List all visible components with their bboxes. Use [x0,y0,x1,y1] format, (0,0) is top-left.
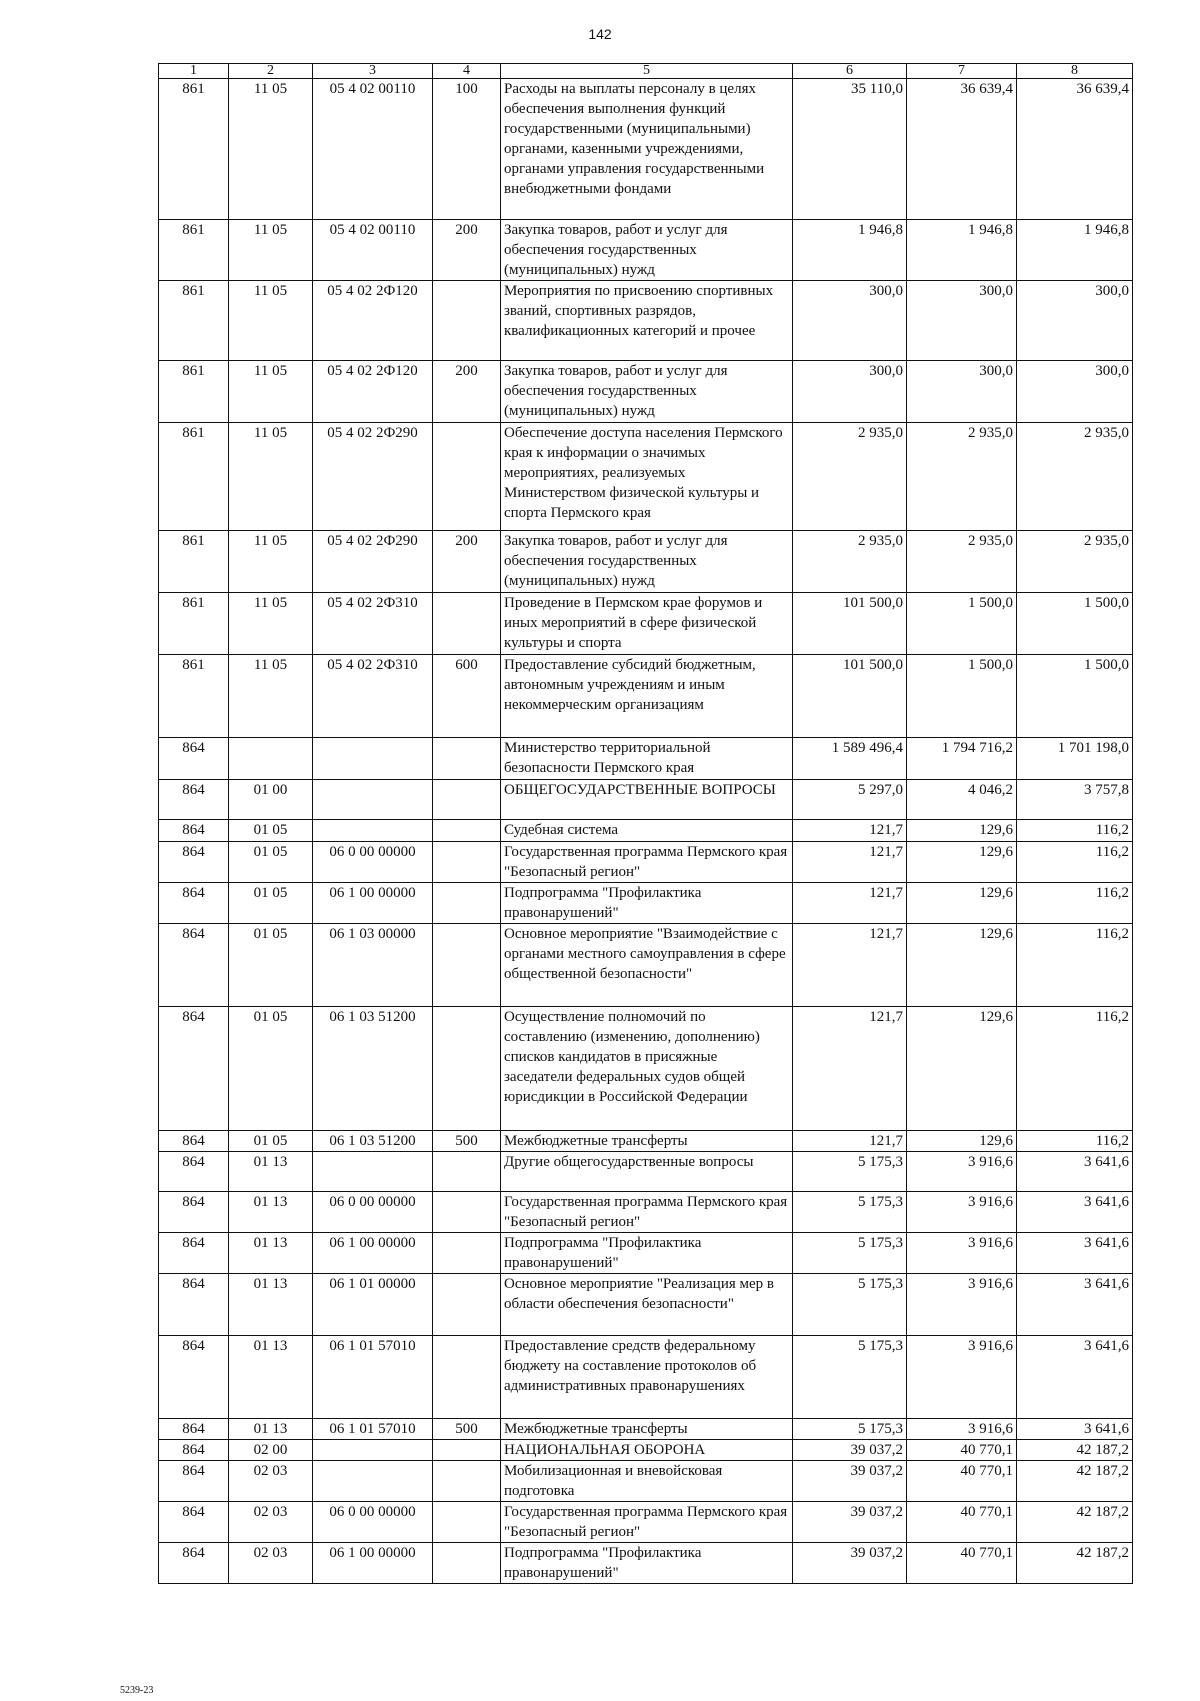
table-cell: 129,6 [907,842,1017,883]
table-cell: 06 1 03 00000 [313,924,433,1007]
table-cell: 06 1 00 00000 [313,883,433,924]
budget-table [158,63,1133,1584]
table-cell: 300,0 [793,361,907,423]
table-row [159,361,1133,423]
table-cell: 1 500,0 [907,655,1017,738]
table-row [159,220,1133,281]
table-cell: 3 641,6 [1017,1336,1133,1419]
table-cell: 2 935,0 [1017,423,1133,531]
table-cell: 40 770,1 [907,1461,1017,1502]
table-cell: 300,0 [1017,361,1133,423]
table-row [159,1440,1133,1461]
table-cell: 3 757,8 [1017,780,1133,820]
table-cell: Расходы на выплаты персоналу в целях обеспечения выполнения функций государственными (муниципальными) органами, казенными учреждениями, органами управления государственными внебюджетными фондами [501,79,793,220]
table-cell [433,738,501,780]
table-cell: 01 05 [229,1007,313,1131]
table-cell: 864 [159,738,229,780]
table-cell: 864 [159,1543,229,1584]
table-cell: 05 4 02 2Ф310 [313,655,433,738]
table-row [159,281,1133,361]
table-cell: Подпрограмма "Профилактика правонарушений" [501,1233,793,1274]
table-cell: 3 916,6 [907,1419,1017,1440]
column-header: 5 [501,64,793,79]
table-cell: 861 [159,531,229,593]
table-cell: 864 [159,1152,229,1192]
table-cell: Судебная система [501,820,793,842]
table-cell: 06 0 00 00000 [313,1502,433,1543]
table-row [159,1502,1133,1543]
table-cell: 864 [159,1007,229,1131]
table-cell: 1 701 198,0 [1017,738,1133,780]
table-cell: 861 [159,655,229,738]
table-cell: 864 [159,1502,229,1543]
table-row [159,1233,1133,1274]
table-cell: 864 [159,1419,229,1440]
table-cell: 5 175,3 [793,1274,907,1336]
table-cell: 06 1 03 51200 [313,1131,433,1152]
table-cell: Подпрограмма "Профилактика правонарушений" [501,1543,793,1584]
table-cell: Министерство территориальной безопасности Пермского края [501,738,793,780]
table-cell: Государственная программа Пермского края "Безопасный регион" [501,1192,793,1233]
table-cell: 11 05 [229,655,313,738]
table-cell: 11 05 [229,531,313,593]
table-cell: 11 05 [229,79,313,220]
table-cell: 121,7 [793,924,907,1007]
table-row [159,1007,1133,1131]
column-header: 2 [229,64,313,79]
table-cell: 129,6 [907,1131,1017,1152]
table-cell: 864 [159,1336,229,1419]
document-code: 5239-23 [120,1685,154,1696]
table-cell: Основное мероприятие "Взаимодействие с органами местного самоуправления в сфере общественной безопасности" [501,924,793,1007]
table-cell [433,1543,501,1584]
table-cell: 864 [159,1461,229,1502]
table-cell [433,780,501,820]
table-cell: 01 13 [229,1419,313,1440]
table-cell: 3 641,6 [1017,1152,1133,1192]
table-cell: 300,0 [907,281,1017,361]
table-cell: 11 05 [229,423,313,531]
table-cell: Закупка товаров, работ и услуг для обеспечения государственных (муниципальных) нужд [501,531,793,593]
table-cell: 1 946,8 [1017,220,1133,281]
table-cell: 121,7 [793,1007,907,1131]
table-cell: 01 05 [229,883,313,924]
table-cell: Межбюджетные трансферты [501,1131,793,1152]
table-row [159,1419,1133,1440]
table-cell: Предоставление субсидий бюджетным, автономным учреждениям и иным некоммерческим организациям [501,655,793,738]
table-cell: 861 [159,220,229,281]
table-cell: 2 935,0 [793,531,907,593]
table-cell: 3 916,6 [907,1336,1017,1419]
table-cell: 06 0 00 00000 [313,1192,433,1233]
table-cell: 06 1 00 00000 [313,1233,433,1274]
table-cell: 05 4 02 2Ф290 [313,423,433,531]
table-cell: 1 589 496,4 [793,738,907,780]
table-cell [433,1007,501,1131]
table-cell: 121,7 [793,842,907,883]
table-cell: 2 935,0 [907,531,1017,593]
table-cell: 36 639,4 [907,79,1017,220]
table-cell: 600 [433,655,501,738]
table-row [159,423,1133,531]
table-cell: 02 03 [229,1502,313,1543]
table-cell: 121,7 [793,883,907,924]
table-row [159,79,1133,220]
table-row [159,1336,1133,1419]
table-cell: 40 770,1 [907,1543,1017,1584]
table-cell: 121,7 [793,1131,907,1152]
table-cell: 1 500,0 [1017,593,1133,655]
table-cell: 01 05 [229,842,313,883]
table-cell: 116,2 [1017,820,1133,842]
column-header: 6 [793,64,907,79]
table-cell [433,1461,501,1502]
table-cell: 864 [159,924,229,1007]
table-cell: 300,0 [793,281,907,361]
table-cell: 500 [433,1131,501,1152]
table-cell: 100 [433,79,501,220]
table-cell: 39 037,2 [793,1461,907,1502]
table-cell [433,1152,501,1192]
table-cell [313,1440,433,1461]
table-row [159,1192,1133,1233]
column-header: 3 [313,64,433,79]
table-cell: 02 03 [229,1461,313,1502]
table-cell [433,820,501,842]
table-cell: Осуществление полномочий по составлению (изменению, дополнению) списков кандидатов в присяжные заседатели федеральных судов общей юрисдикции в Российской Федерации [501,1007,793,1131]
column-header: 4 [433,64,501,79]
table-row [159,883,1133,924]
table-cell: 4 046,2 [907,780,1017,820]
table-cell: 05 4 02 00110 [313,220,433,281]
table-cell [313,820,433,842]
table-cell: 864 [159,1274,229,1336]
table-cell: 42 187,2 [1017,1543,1133,1584]
table-cell: 861 [159,593,229,655]
table-cell: 864 [159,883,229,924]
table-cell: 39 037,2 [793,1502,907,1543]
table-cell: 01 13 [229,1192,313,1233]
table-cell [433,842,501,883]
table-cell: 500 [433,1419,501,1440]
table-row [159,842,1133,883]
table-cell: 11 05 [229,281,313,361]
table-row [159,593,1133,655]
table-row [159,820,1133,842]
table-cell: Государственная программа Пермского края "Безопасный регион" [501,842,793,883]
table-cell [433,1336,501,1419]
table-cell: 129,6 [907,924,1017,1007]
table-row [159,655,1133,738]
table-cell: 129,6 [907,883,1017,924]
table-cell: 1 500,0 [1017,655,1133,738]
column-header: 8 [1017,64,1133,79]
table-cell: 01 05 [229,820,313,842]
table-cell: 02 00 [229,1440,313,1461]
table-cell: Обеспечение доступа населения Пермского края к информации о значимых мероприятиях, реализуемых Министерством физической культуры и спорта Пермского края [501,423,793,531]
table-cell: 05 4 02 2Ф310 [313,593,433,655]
table-cell [433,1502,501,1543]
table-cell [313,780,433,820]
table-row [159,1461,1133,1502]
table-cell: 300,0 [907,361,1017,423]
table-cell [313,1461,433,1502]
table-cell: 35 110,0 [793,79,907,220]
table-cell: 864 [159,1131,229,1152]
table-cell [313,1152,433,1192]
table-cell: Основное мероприятие "Реализация мер в области обеспечения безопасности" [501,1274,793,1336]
table-cell: 01 13 [229,1274,313,1336]
table-row [159,1274,1133,1336]
table-cell [433,593,501,655]
table-cell: 116,2 [1017,1131,1133,1152]
table-cell: 5 297,0 [793,780,907,820]
table-cell: 116,2 [1017,883,1133,924]
table-cell: 116,2 [1017,1007,1133,1131]
table-cell: 39 037,2 [793,1543,907,1584]
table-cell: 05 4 02 2Ф120 [313,361,433,423]
table-header-row [159,64,1133,79]
table-cell [433,423,501,531]
table-cell: 861 [159,423,229,531]
table-cell: 1 794 716,2 [907,738,1017,780]
table-cell: 06 1 00 00000 [313,1543,433,1584]
table-cell: 5 175,3 [793,1192,907,1233]
table-cell: 121,7 [793,820,907,842]
table-cell: 864 [159,780,229,820]
table-cell: 40 770,1 [907,1502,1017,1543]
table-cell: 3 916,6 [907,1233,1017,1274]
table-row [159,531,1133,593]
table-row [159,924,1133,1007]
table-cell [229,738,313,780]
table-row [159,780,1133,820]
table-cell: 36 639,4 [1017,79,1133,220]
table-cell: 200 [433,531,501,593]
table-cell [433,1440,501,1461]
table-cell: 5 175,3 [793,1233,907,1274]
table-cell [433,1274,501,1336]
table-cell: 129,6 [907,820,1017,842]
table-cell: 864 [159,1233,229,1274]
table-cell: 01 05 [229,1131,313,1152]
table-cell: Мероприятия по присвоению спортивных званий, спортивных разрядов, квалификационных категорий и прочее [501,281,793,361]
table-cell: 3 916,6 [907,1192,1017,1233]
table-cell: 06 1 03 51200 [313,1007,433,1131]
table-cell: 1 500,0 [907,593,1017,655]
table-cell: 5 175,3 [793,1152,907,1192]
table-cell: 861 [159,79,229,220]
table-cell: 3 916,6 [907,1274,1017,1336]
table-cell: 42 187,2 [1017,1461,1133,1502]
table-cell: 200 [433,220,501,281]
table-cell: 5 175,3 [793,1419,907,1440]
table-cell: 05 4 02 00110 [313,79,433,220]
table-cell: Другие общегосударственные вопросы [501,1152,793,1192]
column-header: 7 [907,64,1017,79]
table-cell: 864 [159,820,229,842]
table-cell: 06 1 01 57010 [313,1419,433,1440]
table-cell: 06 0 00 00000 [313,842,433,883]
table-cell: Государственная программа Пермского края "Безопасный регион" [501,1502,793,1543]
table-cell: 3 641,6 [1017,1233,1133,1274]
table-row [159,1543,1133,1584]
table-cell: 116,2 [1017,842,1133,883]
table-cell: Закупка товаров, работ и услуг для обеспечения государственных (муниципальных) нужд [501,220,793,281]
table-cell: 300,0 [1017,281,1133,361]
table-cell: 40 770,1 [907,1440,1017,1461]
table-cell: 11 05 [229,220,313,281]
table-cell: 864 [159,842,229,883]
table-cell: 01 13 [229,1233,313,1274]
table-cell: 42 187,2 [1017,1440,1133,1461]
table-cell: 06 1 01 00000 [313,1274,433,1336]
table-cell: 42 187,2 [1017,1502,1133,1543]
table-cell: 3 916,6 [907,1152,1017,1192]
table-cell: 5 175,3 [793,1336,907,1419]
table-cell: 101 500,0 [793,655,907,738]
table-cell: Подпрограмма "Профилактика правонарушений" [501,883,793,924]
table-cell: 06 1 01 57010 [313,1336,433,1419]
table-cell: Межбюджетные трансферты [501,1419,793,1440]
table-cell: 11 05 [229,361,313,423]
table-cell: 01 05 [229,924,313,1007]
table-row [159,1131,1133,1152]
table-cell: 3 641,6 [1017,1274,1133,1336]
table-cell [433,281,501,361]
table-cell [433,1233,501,1274]
table-cell: НАЦИОНАЛЬНАЯ ОБОРОНА [501,1440,793,1461]
table-row [159,1152,1133,1192]
table-cell [313,738,433,780]
table-cell: 200 [433,361,501,423]
table-cell: Мобилизационная и вневойсковая подготовка [501,1461,793,1502]
table-cell: 3 641,6 [1017,1419,1133,1440]
table-cell: Закупка товаров, работ и услуг для обеспечения государственных (муниципальных) нужд [501,361,793,423]
table-cell: Проведение в Пермском крае форумов и иных мероприятий в сфере физической культуры и спорта [501,593,793,655]
table-body [159,79,1133,1584]
table-cell: 11 05 [229,593,313,655]
table-row [159,738,1133,780]
table-cell [433,883,501,924]
table-cell: 2 935,0 [1017,531,1133,593]
table-cell: 05 4 02 2Ф290 [313,531,433,593]
table-cell: Предоставление средств федеральному бюджету на составление протоколов об административных правонарушениях [501,1336,793,1419]
table-cell: 101 500,0 [793,593,907,655]
table-cell: 2 935,0 [907,423,1017,531]
table-cell: 129,6 [907,1007,1017,1131]
table-cell: 2 935,0 [793,423,907,531]
table-cell: 3 641,6 [1017,1192,1133,1233]
table-cell: 116,2 [1017,924,1133,1007]
table-cell: 01 13 [229,1152,313,1192]
table-cell: 39 037,2 [793,1440,907,1461]
table-cell [433,1192,501,1233]
table-cell: 01 00 [229,780,313,820]
page-number: 142 [588,26,612,42]
table-cell: 864 [159,1192,229,1233]
table-cell: 01 13 [229,1336,313,1419]
table-cell: 05 4 02 2Ф120 [313,281,433,361]
table-cell: 861 [159,281,229,361]
table-cell: 1 946,8 [793,220,907,281]
column-header: 1 [159,64,229,79]
table-cell: 1 946,8 [907,220,1017,281]
table-cell [433,924,501,1007]
table-cell: 864 [159,1440,229,1461]
table-cell: ОБЩЕГОСУДАРСТВЕННЫЕ ВОПРОСЫ [501,780,793,820]
table-cell: 861 [159,361,229,423]
table-cell: 02 03 [229,1543,313,1584]
